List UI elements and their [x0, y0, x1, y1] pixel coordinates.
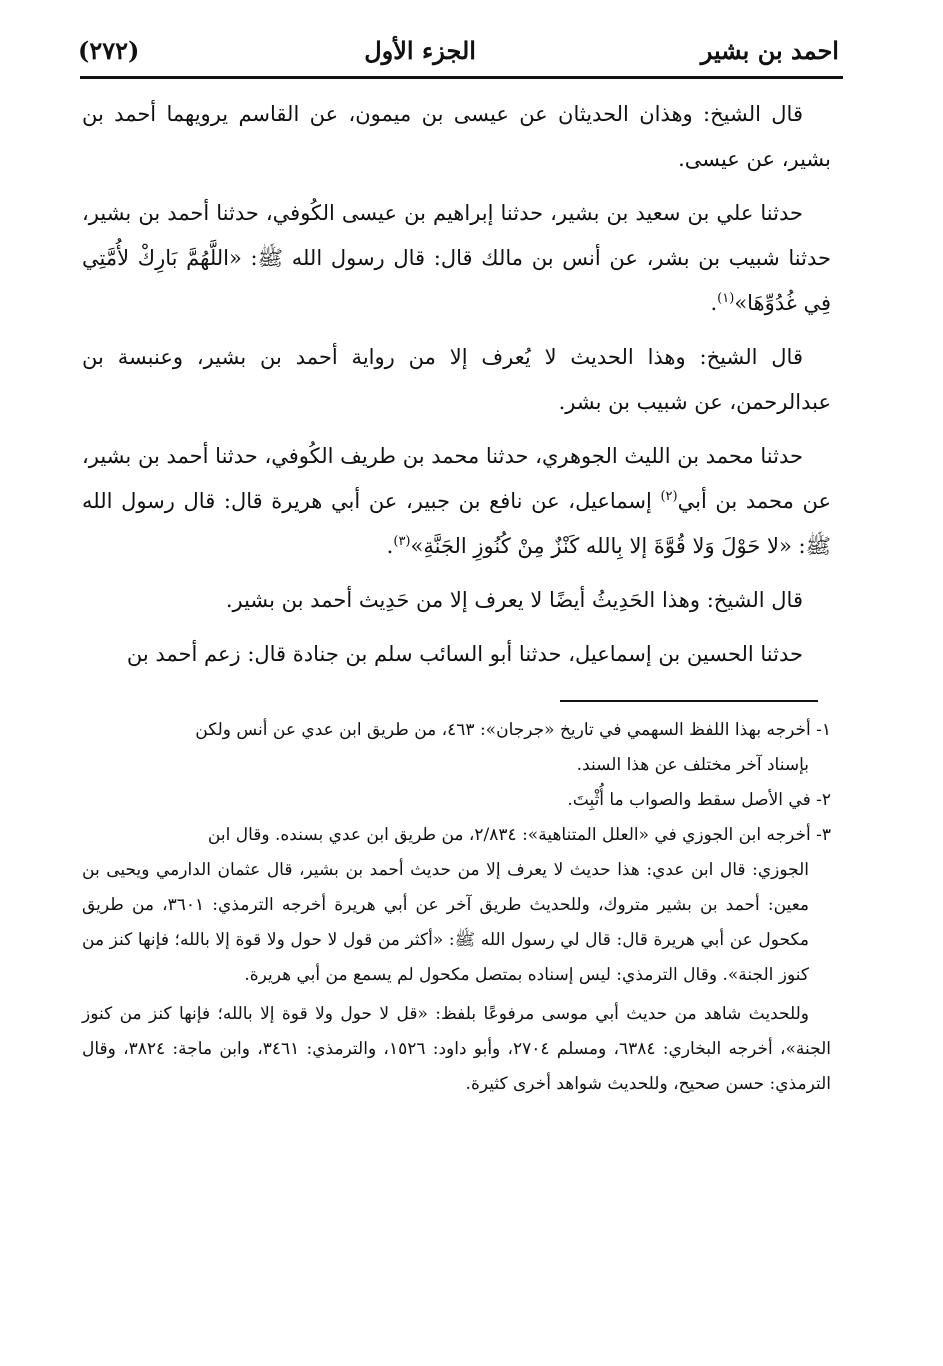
page-number: (٢٧٢)	[78, 35, 140, 65]
footnote-ref-3: (٣)	[393, 534, 411, 549]
part-title: الجزء الأول	[364, 35, 476, 65]
paragraph-4-text-b: إسماعيل، عن نافع بن جبير، عن أبي هريرة قال: قال رسول الله ﷺ: «لا حَوْلَ وَلا قُوَّةَ إلا بِالله كَنْزٌ مِنْ كُنُوزِ الجَنَّةِ»	[82, 489, 831, 558]
paragraph-2	[82, 191, 831, 326]
paragraph-2-end: .	[710, 291, 718, 315]
paragraph-4-text-a: حدثنا محمد بن الليث الجوهري، حدثنا محمد بن طريف الكُوفي، حدثنا أحمد بن بشير، عن محمد بن أبي	[82, 444, 831, 513]
header-rule	[80, 76, 843, 79]
footnote-1-line-2: بإسناد آخر مختلف عن هذا السند.	[576, 755, 809, 775]
paragraph-5: قال الشيخ: وهذا الحَدِيثُ أيضًا لا يعرف إلا من حَدِيث أحمد بن بشير.	[225, 588, 803, 612]
footnote-ref-1: (١)	[717, 291, 735, 306]
footnote-ref-2: (٢)	[660, 489, 678, 504]
footnote-separator	[560, 700, 818, 702]
running-title: احمد بن بشير	[700, 35, 839, 65]
paragraph-2-text: حدثنا علي بن سعيد بن بشير، حدثنا إبراهيم بن عيسى الكُوفي، حدثنا أحمد بن بشير، حدثنا شبيب بن بشر، عن أنس بن مالك قال: قال رسول الله ﷺ: «اللَّهُمَّ بَارِكْ لأُمَّتِي فِي غُدُوِّهَا»	[82, 201, 831, 315]
paragraph-3: قال الشيخ: وهذا الحديث لا يُعرف إلا من رواية أحمد بن بشير، وعنبسة بن عبدالرحمن، عن شبيب بن بشر.	[82, 345, 831, 414]
page-header	[78, 30, 839, 70]
paragraph-6: حدثنا الحسين بن إسماعيل، حدثنا أبو السائب سلم بن جنادة قال: زعم أحمد بن	[126, 642, 803, 666]
paragraph-4-end: .	[386, 534, 394, 558]
footnote-1-line-1: ١- أخرجه بهذا اللفظ السهمي في تاريخ «جرجان»: ٤٦٣، من طريق ابن عدي عن أنس ولكن	[195, 720, 831, 740]
footnote-3-paragraph-2: وللحديث شاهد من حديث أبي موسى مرفوعًا بلفظ: «قل لا حول ولا قوة إلا بالله؛ فإنها كنز من كنوز الجنة»، أخرجه البخاري: ٦٣٨٤، ومسلم ٢٧٠٤، وأبو داود: ١٥٢٦، والترمذي: ٣٤٦١، وابن ماجة: ٣٨٢٤، وقال الترمذي: حسن صحيح، وللحديث شواهد أخرى كثيرة.	[82, 1004, 832, 1094]
footnote-2: ٢- في الأصل سقط والصواب ما أُثْبِتَ.	[567, 790, 831, 810]
paragraph-1: قال الشيخ: وهذان الحديثان عن عيسى بن ميمون، عن القاسم يرويهما أحمد بن بشير، عن عيسى.	[82, 102, 831, 171]
footnote-3-continuation: الجوزي: قال ابن عدي: هذا حديث لا يعرف إلا من حديث أحمد بن بشير، قال عثمان الدارمي ويحيى بن معين: أحمد بن بشير متروك، وللحديث طريق آخر عن أبي هريرة أخرجه الترمذي: ٣٦٠١، من طريق مكحول عن أبي هريرة قال: قال لي رسول الله ﷺ: «أكثر من قول لا حول ولا قوة إلا بالله؛ فإنها كنز من كنوز الجنة». وقال الترمذي: ليس إسناده بمتصل مكحول لم يسمع من أبي هريرة.	[82, 860, 809, 985]
footnotes	[82, 713, 831, 1102]
paragraph-4	[82, 434, 831, 569]
footnote-3-first-line: ٣- أخرجه ابن الجوزي في «العلل المتناهية»: ٢/٨٣٤، من طريق ابن عدي بسنده. وقال ابن	[207, 825, 831, 845]
main-text	[82, 92, 831, 686]
